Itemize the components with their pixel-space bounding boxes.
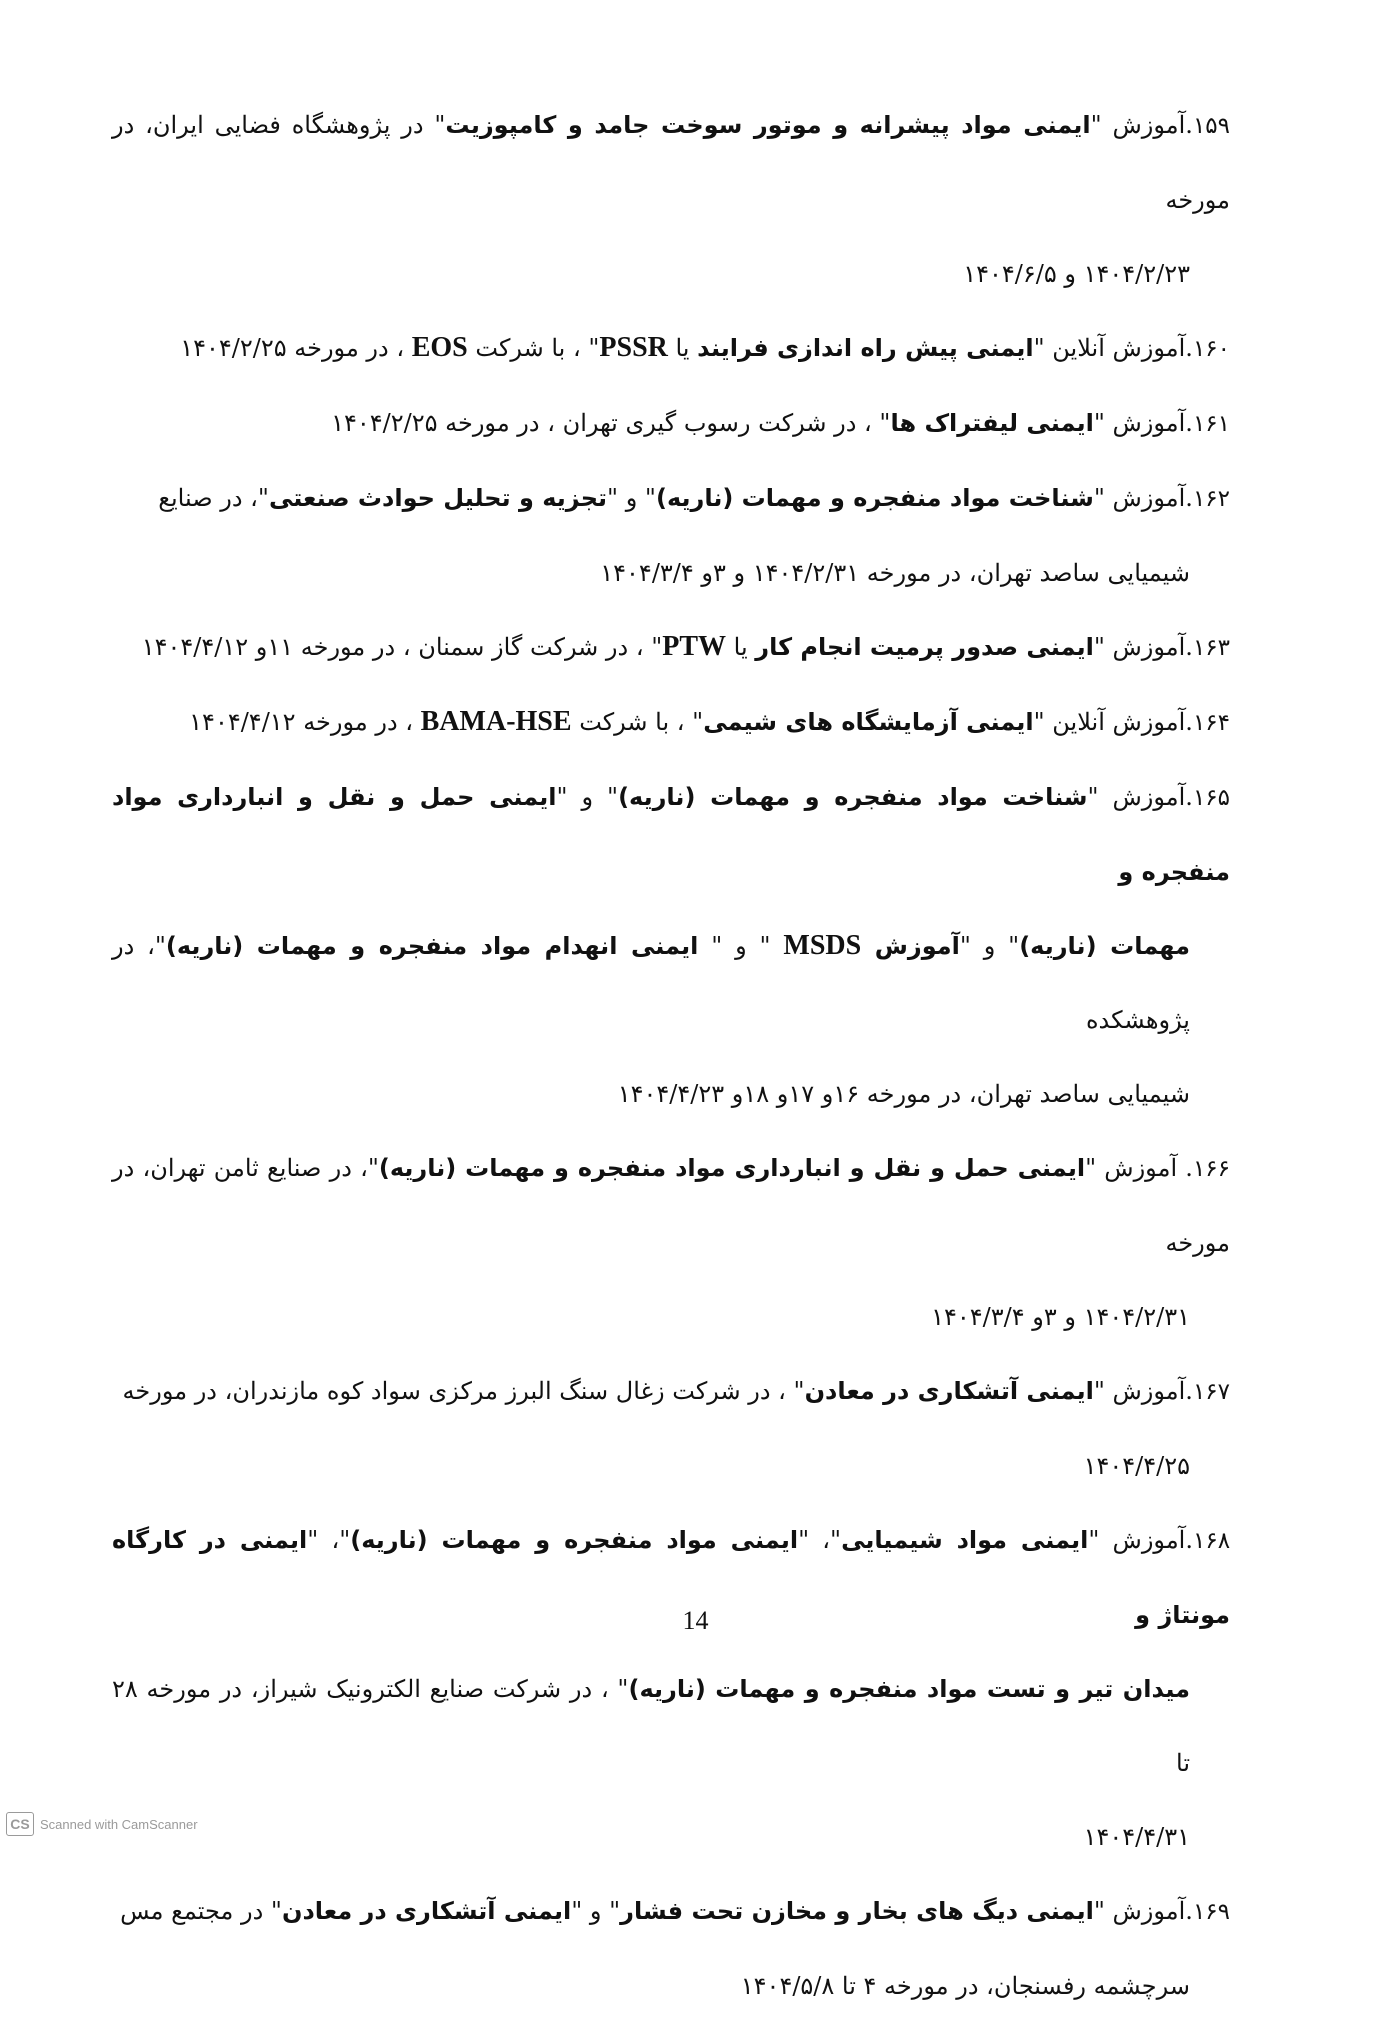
item-text: .آموزش " xyxy=(1093,409,1193,437)
course-title: ایمنی آتشکاری در معادن xyxy=(281,1897,572,1925)
camscanner-watermark xyxy=(6,1812,198,1836)
list-item xyxy=(112,610,1230,685)
item-text: سرچشمه رفسنجان، در مورخه ۴ تا ۱۴۰۴/۵/۸ xyxy=(740,1972,1190,2000)
course-title: تجزیه و تحلیل حوادث صنعتی xyxy=(268,484,608,512)
item-number: ۱۶۲ xyxy=(1192,486,1230,512)
item-continuation-line xyxy=(112,1280,1230,1354)
item-text: شیمیایی ساصد تهران، در مورخه ۱۴۰۴/۲/۳۱ و ۳و ۱۴۰۴/۳/۴ xyxy=(600,559,1190,587)
item-number: ۱۶۱ xyxy=(1192,411,1230,437)
item-text: "، " xyxy=(798,1526,842,1554)
list-item xyxy=(112,386,1230,461)
item-text: " ، در شرکت گاز سمنان ، در مورخه ۱۱و ۱۴۰۴/۴/۱۲ xyxy=(141,633,663,661)
course-title: ایمنی در کارگاه مونتاژ و xyxy=(112,1526,1230,1629)
item-line xyxy=(189,708,1230,736)
item-text: " ، با شرکت xyxy=(571,708,704,736)
list-item xyxy=(112,461,1230,610)
course-title: ایمنی آتشکاری در معادن xyxy=(804,1377,1094,1405)
latin-term: BAMA-HSE xyxy=(420,706,572,737)
item-text: " و " xyxy=(959,932,1020,960)
item-number: ۱۶۹ xyxy=(1192,1899,1230,1925)
course-title: ایمنی مواد منفجره و مهمات (ناریه) xyxy=(350,1526,799,1554)
list-item xyxy=(112,760,1230,1131)
item-text: " و " xyxy=(556,783,619,811)
list-item xyxy=(112,1354,1230,1503)
item-number: ۱۶۸ xyxy=(1192,1528,1231,1554)
item-continuation-line xyxy=(112,1057,1230,1131)
item-continuation-line xyxy=(112,1429,1230,1503)
item-number: ۱۶۷ xyxy=(1192,1379,1230,1405)
item-continuation-line xyxy=(112,536,1230,610)
item-text: . آموزش " xyxy=(1085,1154,1193,1182)
item-number: ۱۶۰ xyxy=(1192,336,1230,362)
item-continuation-line xyxy=(112,1652,1230,1800)
item-text: .آموزش " xyxy=(1093,633,1193,661)
item-text: " ، در شرکت زغال سنگ البرز مرکزی سواد کوه مازندران، در مورخه xyxy=(122,1377,805,1405)
item-text: .آموزش آنلاین " xyxy=(1033,334,1193,362)
camscanner-logo-icon: CS xyxy=(6,1812,34,1836)
item-text: .آموزش " xyxy=(1093,484,1193,512)
list-item xyxy=(112,1503,1230,1874)
course-title: ایمنی آزمایشگاه های شیمی xyxy=(703,708,1034,736)
item-text: .آموزش " xyxy=(1088,1526,1193,1554)
item-text: "، " xyxy=(307,1526,351,1554)
latin-term: EOS xyxy=(411,332,468,363)
item-number: ۱۶۳ xyxy=(1192,635,1230,661)
item-text: "، در صنایع ثامن تهران، در مورخه xyxy=(112,1154,1230,1257)
item-number: ۱۶۴ xyxy=(1192,710,1230,736)
list-item xyxy=(112,685,1230,760)
course-title: ایمنی صدور پرمیت انجام کار xyxy=(755,633,1094,661)
item-line xyxy=(331,409,1230,437)
course-title: ایمنی انهدام مواد منفجره و مهمات (ناریه) xyxy=(165,932,699,960)
course-title: ایمنی حمل و نقل و انبارداری مواد منفجره و مهمات (ناریه) xyxy=(378,1154,1086,1182)
item-text: ۱۴۰۴/۲/۲۳ و ۱۴۰۴/۶/۵ xyxy=(963,260,1190,288)
item-text: ، در مورخه ۱۴۰۴/۴/۱۲ xyxy=(189,708,421,736)
item-continuation-line xyxy=(112,909,1230,1057)
item-text: یا xyxy=(726,633,756,661)
list-item xyxy=(112,1131,1230,1354)
course-title: ایمنی مواد پیشرانه و موتور سوخت جامد و کامپوزیت xyxy=(445,111,1091,139)
item-text: "، در پژوهشکده xyxy=(112,932,1190,1034)
item-line xyxy=(142,633,1230,661)
item-text: .آموزش آنلاین " xyxy=(1033,708,1193,736)
item-text: شیمیایی ساصد تهران، در مورخه ۱۶و ۱۷و ۱۸و ۱۴۰۴/۴/۲۳ xyxy=(617,1080,1190,1108)
item-number: ۱۶۵ xyxy=(1192,785,1231,811)
item-text: یا xyxy=(667,334,698,362)
course-title: ایمنی مواد شیمیایی xyxy=(841,1526,1089,1554)
course-title: ایمنی لیفتراک ها xyxy=(890,409,1094,437)
item-line xyxy=(112,111,1230,214)
item-text: ۱۴۰۴/۴/۲۵ xyxy=(1083,1452,1190,1480)
item-text: " در مجتمع مس xyxy=(120,1897,282,1925)
item-text: " در پژوهشگاه فضایی ایران، در مورخه xyxy=(112,111,1230,214)
item-continuation-line xyxy=(112,1949,1230,2023)
item-number: ۱۵۹ xyxy=(1192,113,1230,139)
latin-term: PTW xyxy=(662,631,727,662)
training-list xyxy=(112,88,1230,2023)
course-title: شناخت مواد منفجره و مهمات (ناریه) xyxy=(618,783,1088,811)
list-item xyxy=(112,88,1230,311)
list-item xyxy=(112,311,1230,386)
item-text: .آموزش " xyxy=(1090,111,1193,139)
item-text: ۱۴۰۴/۴/۳۱ xyxy=(1083,1823,1190,1851)
item-continuation-line xyxy=(112,237,1230,311)
item-text: " ، در شرکت رسوب گیری تهران ، در مورخه ۱۴۰۴/۲/۲۵ xyxy=(331,409,891,437)
item-text: ۱۴۰۴/۲/۳۱ و ۳و ۱۴۰۴/۳/۴ xyxy=(931,1303,1190,1331)
item-line xyxy=(158,484,1230,512)
list-item xyxy=(112,1874,1230,2023)
course-title: ایمنی پیش راه اندازی فرایند xyxy=(697,334,1034,362)
item-text: " و " xyxy=(607,484,656,512)
course-title: مهمات (ناریه) xyxy=(1019,932,1191,960)
item-number: ۱۶۶ xyxy=(1192,1156,1230,1182)
latin-term: MSDS xyxy=(783,930,862,961)
item-line xyxy=(112,783,1230,886)
item-text: ، در مورخه ۱۴۰۴/۲/۲۵ xyxy=(180,334,412,362)
watermark-text: Scanned with CamScanner xyxy=(40,1816,198,1832)
item-text: " و " xyxy=(698,932,784,960)
course-title: شناخت مواد منفجره و مهمات (ناریه) xyxy=(655,484,1094,512)
item-text: " و " xyxy=(571,1897,621,1925)
item-text: .آموزش " xyxy=(1093,1377,1193,1405)
course-title: میدان تیر و تست مواد منفجره و مهمات (ناریه) xyxy=(628,1675,1190,1703)
item-line xyxy=(123,1377,1230,1405)
course-title: ایمنی حمل و نقل و انبارداری مواد منفجره و xyxy=(112,783,1230,886)
item-text: .آموزش " xyxy=(1087,783,1193,811)
item-text: " ، در شرکت صنایع الکترونیک شیراز، در مورخه ۲۸ تا xyxy=(112,1675,1190,1777)
item-line xyxy=(120,1897,1230,1925)
course-title: آموزش xyxy=(861,932,960,960)
item-text: " ، با شرکت xyxy=(467,334,600,362)
latin-term: PSSR xyxy=(599,332,668,363)
item-continuation-line xyxy=(112,1800,1230,1874)
course-title: ایمنی دیگ های بخار و مخازن تحت فشار xyxy=(620,1897,1094,1925)
item-line xyxy=(180,334,1230,362)
item-text: "، در صنایع xyxy=(158,484,269,512)
page-number: 14 xyxy=(682,1606,709,1635)
item-text: .آموزش " xyxy=(1093,1897,1193,1925)
item-line xyxy=(112,1154,1230,1257)
